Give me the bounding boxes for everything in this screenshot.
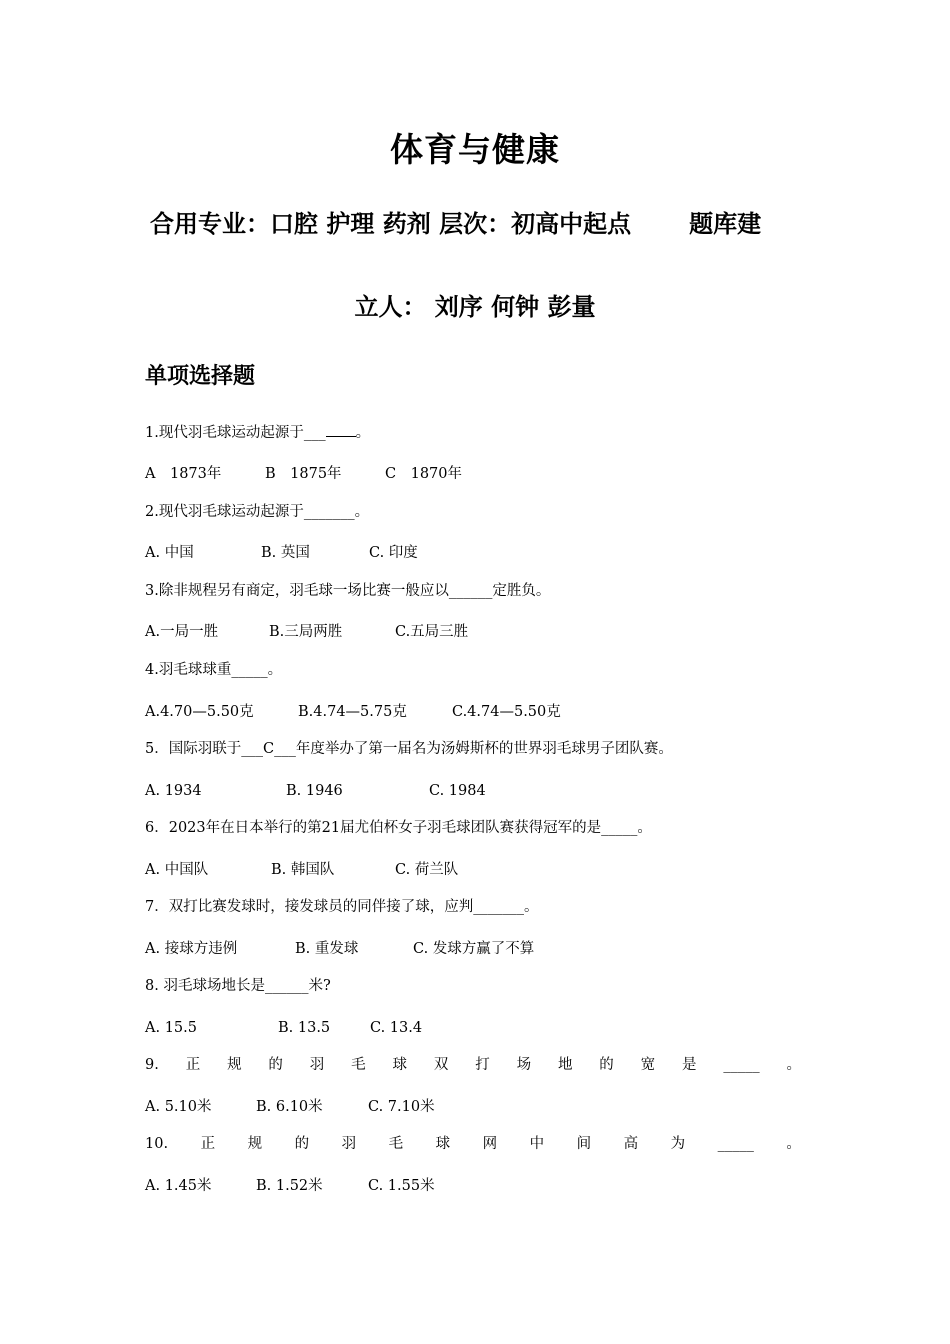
option-b: B. 韩国队 <box>271 862 335 878</box>
option-a: A.4.70—5.50克 <box>145 704 254 720</box>
option-a: A. 接球方违例 <box>145 941 238 957</box>
option-a: A. 5.10米 <box>145 1099 212 1115</box>
document-title: 体育与健康 <box>390 130 560 169</box>
option-c: C 1870年 <box>385 466 462 482</box>
option-b: B.4.74—5.75克 <box>298 704 407 720</box>
question-10-options <box>145 1175 435 1197</box>
question-7-stem: 7．双打比赛发球时，接发球员的同伴接了球，应判_______。 <box>145 899 539 915</box>
question-8-stem: 8. 羽毛球场地长是______米? <box>145 978 331 994</box>
question-3-stem: 3.除非规程另有商定，羽毛球一场比赛一般应以______定胜负。 <box>145 583 551 599</box>
option-b: B. 重发球 <box>295 941 359 957</box>
question-7-options <box>145 938 534 960</box>
option-c: C. 1.55米 <box>368 1178 435 1194</box>
question-8-options <box>145 1017 422 1039</box>
option-c: C. 7.10米 <box>368 1099 435 1115</box>
option-b: B. 英国 <box>261 545 310 561</box>
subtitle-majors: 合用专业：口腔 护理 药剂 层次：初高中起点 <box>150 210 632 238</box>
option-b: B. 1946 <box>286 783 343 799</box>
question-10-stem: 10. 正 规 的 羽 毛 球 网 中 间 高 为 _____ 。 <box>145 1136 801 1152</box>
option-b: B 1875年 <box>265 466 342 482</box>
option-a: A. 中国队 <box>145 862 209 878</box>
question-4-options <box>145 701 561 723</box>
question-4-stem: 4.羽毛球球重_____。 <box>145 662 283 678</box>
option-a: A. 1.45米 <box>145 1178 212 1194</box>
question-1-options <box>145 463 462 485</box>
question-6-options <box>145 859 458 881</box>
option-c: C. 印度 <box>369 545 418 561</box>
option-c: C.4.74—5.50克 <box>452 704 561 720</box>
option-a: A. 15.5 <box>145 1020 197 1036</box>
question-9-options <box>145 1096 435 1118</box>
option-a: A. 中国 <box>145 545 194 561</box>
option-b: B. 1.52米 <box>256 1178 323 1194</box>
option-b: B. 6.10米 <box>256 1099 323 1115</box>
question-3-options <box>145 621 468 643</box>
answer-blank <box>326 422 356 437</box>
option-a: A.一局一胜 <box>145 624 219 640</box>
option-c: C. 发球方赢了不算 <box>413 941 535 957</box>
question-1-stem: 1.现代羽毛球运动起源于___ 。 <box>145 422 370 444</box>
subtitle-line-2: 立人： 刘序 何钟 彭量 <box>354 293 596 321</box>
option-c: C. 13.4 <box>370 1020 423 1036</box>
option-b: B.三局两胜 <box>269 624 343 640</box>
option-a: A 1873年 <box>145 466 222 482</box>
option-c: C. 荷兰队 <box>395 862 459 878</box>
section-heading: 单项选择题 <box>145 364 256 389</box>
question-6-stem: 6．2023年在日本举行的第21届尤伯杯女子羽毛球团队赛获得冠军的是_____。 <box>145 820 652 836</box>
option-b: B. 13.5 <box>278 1020 331 1036</box>
question-5-stem: 5．国际羽联于___C___年度举办了第一届名为汤姆斯杯的世界羽毛球男子团队赛。 <box>145 741 673 757</box>
subtitle-line-1 <box>150 207 810 241</box>
option-c: C. 1984 <box>429 783 486 799</box>
question-2-options <box>145 542 418 564</box>
option-a: A. 1934 <box>145 783 202 799</box>
question-9-stem: 9. 正 规 的 羽 毛 球 双 打 场 地 的 宽 是 _____ 。 <box>145 1057 801 1073</box>
question-5-options <box>145 780 486 802</box>
option-c: C.五局三胜 <box>395 624 469 640</box>
question-2-stem: 2.现代羽毛球运动起源于_______。 <box>145 504 370 520</box>
subtitle-question-bank: 题库建 <box>689 210 762 238</box>
